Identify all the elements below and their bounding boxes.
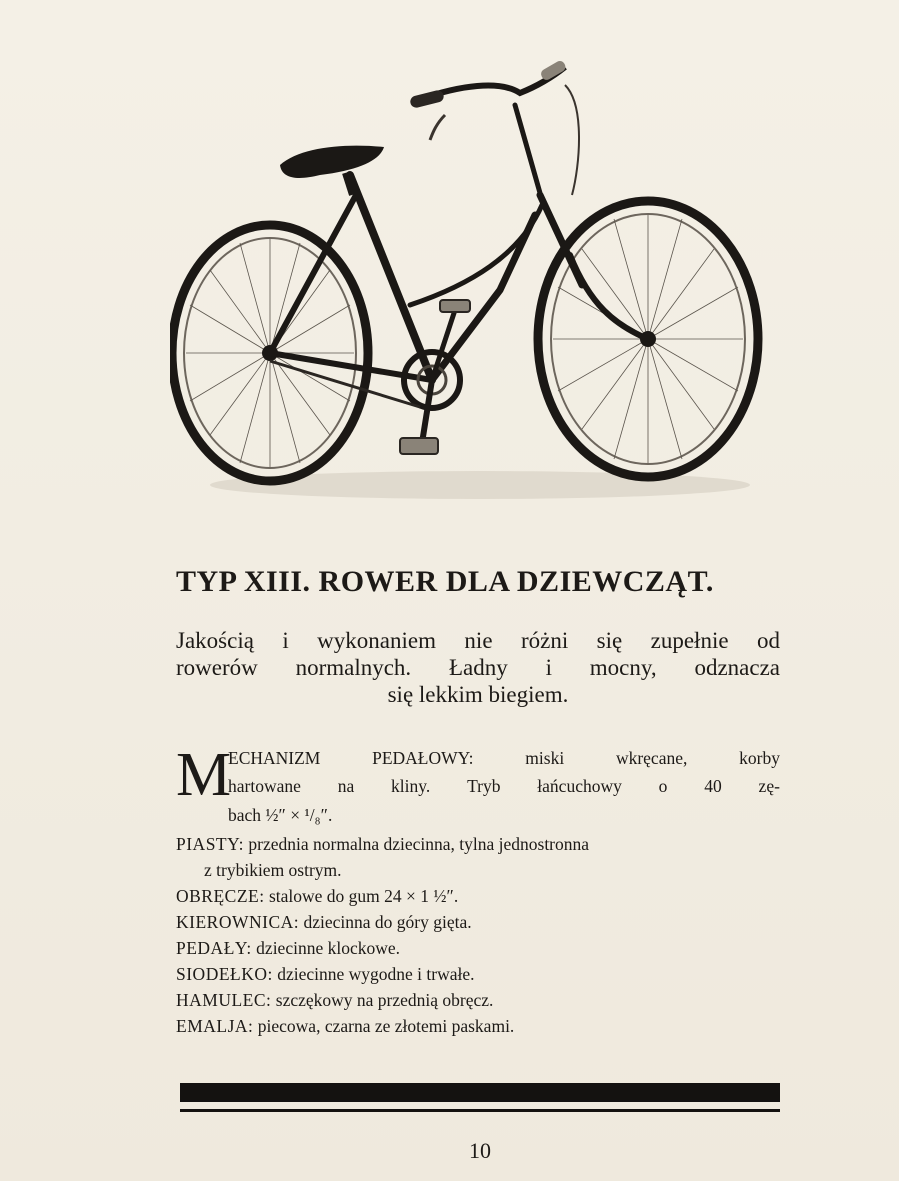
drop-cap: M [176,741,232,809]
intro-line: rowerów normalnych. Ładny i mocny, odznacza [176,655,780,680]
page-title: TYP XIII. ROWER DLA DZIEWCZĄT. [176,565,714,598]
spec-key: HAMULEC: [176,990,272,1010]
spec-mechanizm-line2: hartowane na kliny. Tryb łańcuchowy o 40 zę- [228,776,780,796]
spec-key: EMALJA: [176,1016,254,1036]
intro-line: się lekkim biegiem. [387,682,569,707]
spec-value: stalowe do gum 24 × 1 ½″. [268,886,459,906]
spec-kierownica [176,909,780,935]
spec-value: piecowa, czarna ze złotemi paskami. [257,1016,515,1036]
spec-mechanizm-line1: ECHANIZM PEDAŁOWY: miski wkręcane, korby [228,748,780,768]
spec-hamulec [176,987,780,1013]
spec-pedaly [176,935,780,961]
specifications-list [176,741,780,1039]
thick-divider-rule [180,1083,780,1102]
spec-value: dziecinne klockowe. [256,938,400,958]
spec-value: szczękowy na przednią obręcz. [275,990,494,1010]
spec-key: PIASTY: [176,834,245,854]
spec-key: KIEROWNICA: [176,912,300,932]
spec-siodelko [176,961,780,987]
spec-obrecze [176,883,780,909]
spec-emalja [176,1013,780,1039]
spec-piasty [176,831,780,857]
spec-piasty-continued: z trybikiem ostrym. [204,860,342,880]
spec-key: PEDAŁY: [176,938,252,958]
page-number: 10 [469,1138,491,1163]
bicycle-illustration [170,55,780,510]
spec-key: SIODEŁKO: [176,964,273,984]
handlebar [409,59,579,195]
thin-divider-rule [180,1109,780,1112]
spec-mechanizm-line3: bach ½″ × ¹/₈″. [228,805,333,825]
spec-value: przednia normalna dziecinna, tylna jednostronna [248,834,590,854]
saddle [280,146,384,195]
spec-value: dziecinna do góry gięta. [303,912,472,932]
spec-value: dziecinne wygodne i trwałe. [277,964,475,984]
spec-mechanizm [176,741,780,831]
intro-paragraph [176,627,780,708]
intro-line: Jakością i wykonaniem nie różni się zupełnie od [176,628,780,653]
spec-key: OBRĘCZE: [176,886,265,906]
